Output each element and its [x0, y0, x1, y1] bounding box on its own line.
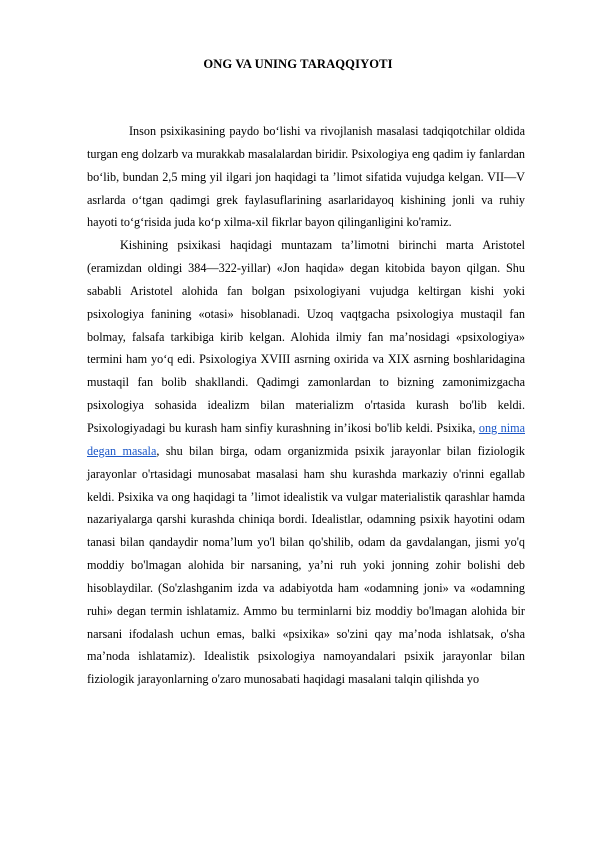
- paragraph-2-text-before-link: Kishining psixikasi haqidagi muntazam ta’limotni birinchi marta Aristotel (eramizdan oldingi 384—322-yillar) «Jon haqida» degan kitobida bayon qilgan. Shu sababli Aristotel alohida fan bolgan psixologiyani vujudga keltirgan kishi yoki psixologiya fanining «otasi» hisoblanadi. Uzoq vaqtgacha psixologiya mustaqil fan bolmay, falsafa tarkibiga kirib kelgan. Alohida ilmiy fan ma’nosidagi «psixologiya» termini ham yo‘q edi. Psixologiya XVIII asrning oxirida va XIX asrning boshlaridagina mustaqil fan bolib shakllandi. Qadimgi zamonlardan to bizning zamonimizgacha psixologiya sohasida idealizm bilan materializm o'rtasida kurash bo'lib keldi. Psixologiyadagi bu kurash ham sinfiy kurashning in’ikosi bo'lib keldi. Psixika,: [87, 238, 525, 435]
- paragraph-2: [87, 234, 525, 691]
- paragraph-1: Inson psixikasining paydo bo‘lishi va rivojlanish masalasi tadqiqotchilar oldida turgan eng dolzarb va murakkab masalalardan biridir. Psixologiya eng qadim iy fanlardan bo‘lib, bundan 2,5 ming yil ilgari jon haqidagi ta ’limot sifatida vujudga kelgan. VII—V asrlarda o‘tgan qadimgi grek faylasuflarining asarlaridayoq kishining jonli va ruhiy hayoti to‘g‘risida juda ko‘p xilma-xil fikrlar bayon qilinganligini ko'ramiz.: [87, 124, 525, 230]
- page-title: ONG VA UNING TARAQQIYOTI: [203, 57, 393, 71]
- ong-nima-link[interactable]: ong nima degan masala: [87, 420, 525, 458]
- document-body: [87, 120, 525, 691]
- paragraph-2-text-after-link: , shu bilan birga, odam organizmida psixik jarayonlar bilan fiziologik jarayonlar o'rtasidagi munosabat masalasi ham shu kurashda markaziy o'rinni egallab keldi. Psixika va ong haqidagi ta ’limot idealistik va vulgar materialistik qarashlar hamda nazariyalarga qarshi kurashda chiniqa bordi. Idealistlar, odamning psixik hayotini odam tanasi bilan qandaydir noma’lum yo'l bilan qo'shilib, odam da gavdalangan, jismi yo'q moddiy bo'lmagan alohida bir narsaning, ya’ni ruh yoki jonning zohir bolishi deb hisoblaydilar. (So'zlashganim izda va adabiyotda ham «odamning joni» va «odamning ruhi» degan termin ishlatamiz. Ammo bu terminlarni biz moddiy bo'lmagan alohida bir narsani ifodalash uchun emas, balki «psixika» so'zini qay ma’noda ishlatsak, o'sha ma’noda ishlatamiz). Idealistik psixologiya namoyandalari psixik jarayonlar bilan fiziologik jarayonlarning o'zaro munosabati haqidagi masalani talqin qilishda yo: [87, 443, 526, 687]
